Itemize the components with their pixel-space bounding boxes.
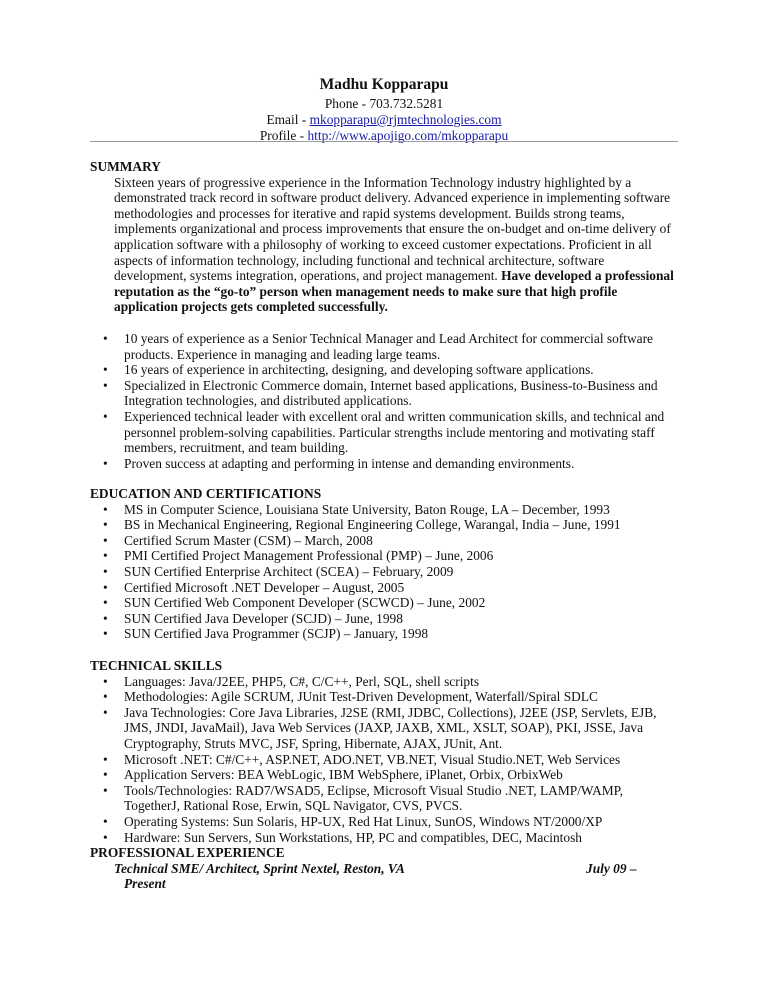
summary-bold-text: Have developed a professional reputation as the “go-to” person when management needs to make sure that high profile application projects gets completed successfully. [114,268,674,315]
bullet-icon: • [103,579,108,595]
bullet-icon: • [103,517,108,533]
bullet-icon: • [103,704,108,720]
bullet-icon: • [103,362,108,378]
bullet-icon: • [103,532,108,548]
list-item: • SUN Certified Web Component Developer (SCWCD) – June, 2002 [103,595,486,611]
candidate-name: Madhu Kopparapu [319,76,449,93]
bullet-icon: • [103,548,108,564]
summary-paragraph [114,175,680,315]
list-item: • Java Technologies: Core Java Libraries, J2SE (RMI, JDBC, Collections), J2EE (JSP, Servlets, EJB, JMS, JNDI, JavaMail), Java Web Services (JAXP, JAXB, XML, XSLT, SOAP), PKI, JSSE, Java Cryptography, Struts MVC, JSF, Spring, Hibernate, AJAX, JUnit, Ant. [103,704,657,751]
list-item: • Methodologies: Agile SCRUM, JUnit Test-Driven Development, Waterfall/Spiral SDLC [103,689,598,705]
list-item: • PMI Certified Project Management Professional (PMP) – June, 2006 [103,548,494,564]
profile-label: Profile - [259,128,308,143]
bullet-icon: • [103,408,108,424]
list-item: • SUN Certified Enterprise Architect (SCEA) – February, 2009 [103,563,454,579]
experience-date: July 09 – [586,860,637,876]
education-section [90,486,680,642]
list-item: • Application Servers: BEA WebLogic, IBM WebSphere, iPlanet, Orbix, OrbixWeb [103,767,563,783]
bullet-icon: • [103,455,108,471]
summary-text: Sixteen years of progressive experience in the Information Technology industry highlighted by a demonstrated track record in software product delivery. Advanced experience in implementing software methodologies and processes for iterative and rapid systems development. Builds strong teams, implements organizational and process improvements that ensure the on-budget and on-time delivery of application software with a philosophy of working to exceed customer expectations. Proficient in all aspects of information technology, including functional and technical architecture, software development, systems integration, operations, and project management. [114,174,671,284]
section-title-summary: SUMMARY [90,159,161,174]
skills-list [90,674,680,846]
summary-section [90,159,680,471]
bullet-icon: • [103,767,108,783]
email-label: Email - [266,112,310,127]
bullet-icon: • [103,673,108,689]
bullet-icon: • [103,689,108,705]
section-title-skills: TECHNICAL SKILLS [90,658,223,673]
email-line [0,112,768,128]
list-item: • Certified Scrum Master (CSM) – March, 2008 [103,532,373,548]
experience-role: Technical SME/ Architect, Sprint Nextel, Reston, VA [114,860,405,876]
profile-link[interactable]: http://www.apojigo.com/mkopparapu [307,128,509,143]
bullet-icon: • [103,501,108,517]
list-item: • 10 years of experience as a Senior Technical Manager and Lead Architect for commercial software products. Experience in managing and leading large teams. [103,330,653,362]
section-title-experience: PROFESSIONAL EXPERIENCE [90,845,285,861]
bullet-icon: • [103,563,108,579]
bullet-icon: • [103,595,108,611]
bullet-icon: • [103,782,108,798]
education-list [90,502,680,642]
bullet-icon: • [103,813,108,829]
list-item: • Hardware: Sun Servers, Sun Workstations, HP, PC and compatibles, DEC, Macintosh [103,829,583,845]
list-item: • MS in Computer Science, Louisiana State University, Baton Rouge, LA – December, 1993 [103,501,610,517]
list-item: • Specialized in Electronic Commerce domain, Internet based applications, Business-to-Business and Integration technologies, and distributed applications. [103,377,658,409]
list-item: • Languages: Java/J2EE, PHP5, C#, C/C++, Perl, SQL, shell scripts [103,673,480,689]
email-link[interactable]: mkopparapu@rjmtechnologies.com [309,112,502,127]
list-item: • BS in Mechanical Engineering, Regional Engineering College, Warangal, India – June, 1991 [103,517,621,533]
phone-line: Phone - 703.732.5281 [324,96,444,111]
bullet-icon: • [103,751,108,767]
list-item: • Tools/Technologies: RAD7/WSAD5, Eclipse, Microsoft Visual Studio .NET, LAMP/WAMP, TogetherJ, Rational Rose, Erwin, SQL Navigator, CVS, PVCS. [103,782,623,814]
bullet-icon: • [103,330,108,346]
bullet-icon: • [103,610,108,626]
list-item: • Microsoft .NET: C#/C++, ASP.NET, ADO.NET, VB.NET, Visual Studio.NET, Web Services [103,751,621,767]
list-item: • Operating Systems: Sun Solaris, HP-UX, Red Hat Linux, SunOS, Windows NT/2000/XP [103,813,603,829]
experience-present: Present [124,876,166,892]
list-item: • Proven success at adapting and performing in intense and demanding environments. [103,455,575,471]
bullet-icon: • [103,377,108,393]
experience-entry [114,861,680,877]
list-item: • Certified Microsoft .NET Developer – August, 2005 [103,579,405,595]
bullet-icon: • [103,829,108,845]
list-item: • Experienced technical leader with excellent oral and written communication skills, and technical and personnel problem-solving capabilities. Particular strengths include mentoring and motivating staff members, recruitment, and team building. [103,408,665,456]
list-item: • SUN Certified Java Programmer (SCJP) – January, 1998 [103,626,429,642]
bullet-icon: • [103,626,108,642]
skills-section [90,658,680,892]
list-item: • 16 years of experience in architecting, designing, and developing software applications. [103,362,594,378]
summary-bullets [90,331,680,471]
section-title-education: EDUCATION AND CERTIFICATIONS [90,486,322,501]
list-item: • SUN Certified Java Developer (SCJD) – June, 1998 [103,610,403,626]
header-divider [90,141,678,142]
